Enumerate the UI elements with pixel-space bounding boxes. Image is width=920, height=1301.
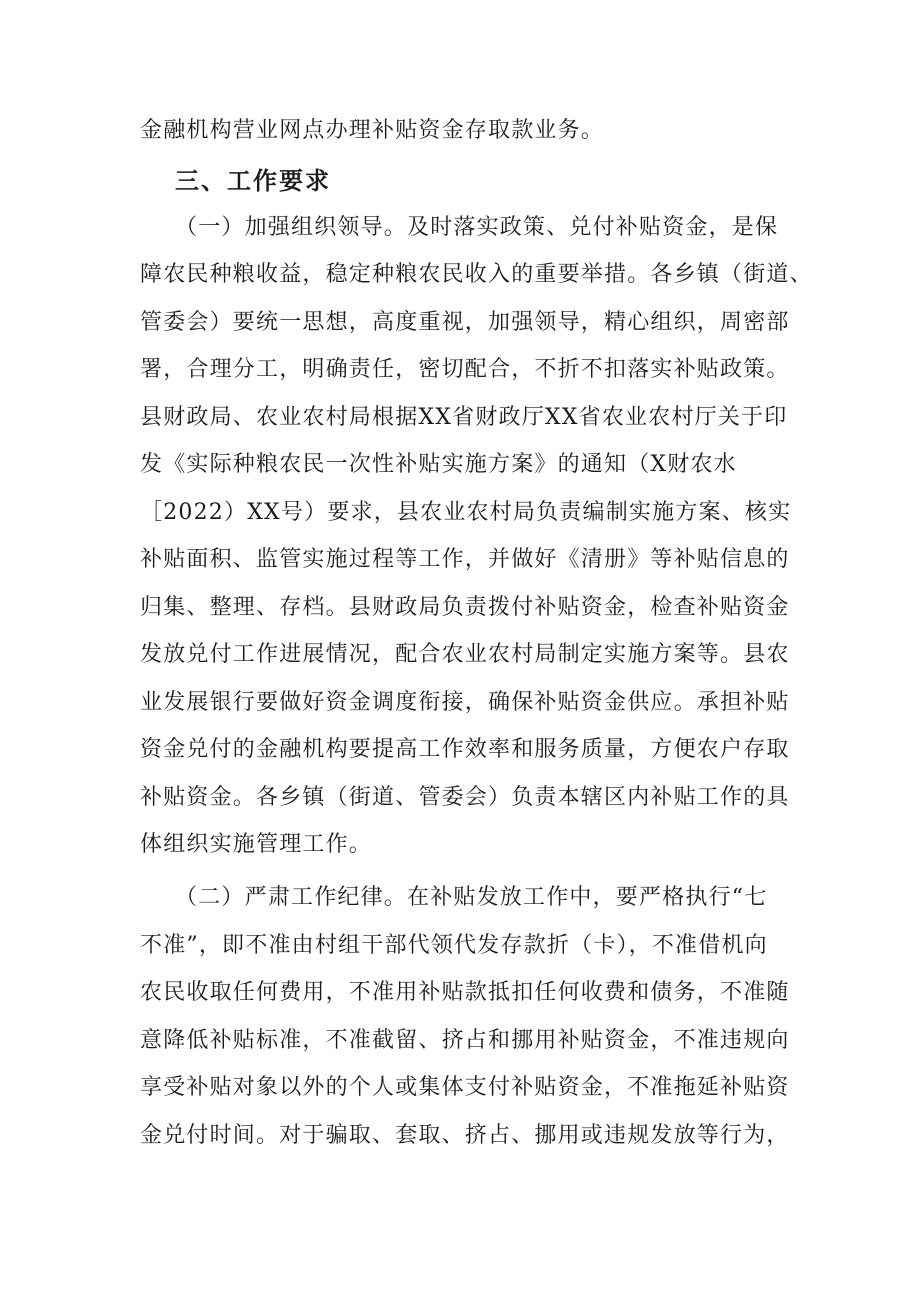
- paragraph-line: （二）严肃工作纪律。在补贴发放工作中，要严格执行“七: [175, 885, 768, 910]
- continuation-line: 金融机构营业网点办理补贴资金存取款业务。: [140, 118, 605, 143]
- paragraph-line: 享受补贴对象以外的个人或集体支付补贴资金，不准拖延补贴资: [140, 1075, 790, 1100]
- paragraph-line: 署，合理分工，明确责任，密切配合，不折不扣落实补贴政策。: [140, 357, 790, 382]
- paragraph-line: 补贴资金。各乡镇（街道、管委会）负责本辖区内补贴工作的具: [140, 785, 790, 810]
- paragraph-line: 补贴面积、监管实施过程等工作，并做好《清册》等补贴信息的: [140, 547, 790, 572]
- paragraph-line: 意降低补贴标准，不准截留、挤占和挪用补贴资金，不准违规向: [140, 1028, 790, 1053]
- paragraph-line: 管委会）要统一思想，高度重视，加强领导，精心组织，周密部: [140, 310, 790, 335]
- paragraph-line: 县财政局、农业农村局根据XX省财政厅XX省农业农村厅关于印: [140, 405, 788, 430]
- paragraph-line: 不准”，即不准由村组干部代领代发存款折（卡），不准借机向: [140, 933, 768, 958]
- paragraph-line: ［2022）XX号）要求，县农业农村局负责编制实施方案、核实: [140, 500, 792, 525]
- paragraph-line: 业发展银行要做好资金调度衔接，确保补贴资金供应。承担补贴: [140, 690, 790, 715]
- paragraph-line: 体组织实施管理工作。: [140, 832, 373, 857]
- paragraph-line: 障农民种粮收益，稳定种粮农民收入的重要举措。各乡镇（街道、: [140, 262, 813, 287]
- paragraph-line: （一）加强组织领导。及时落实政策、兑付补贴资金，是保: [175, 215, 779, 240]
- paragraph-line: 资金兑付的金融机构要提高工作效率和服务质量，方便农户存取: [140, 737, 790, 762]
- paragraph-line: 金兑付时间。对于骗取、套取、挤占、挪用或违规发放等行为，: [140, 1123, 790, 1148]
- section-heading: 三、工作要求: [175, 167, 331, 195]
- paragraph-line: 发放兑付工作进展情况，配合农业农村局制定实施方案等。县农: [140, 642, 790, 667]
- paragraph-line: 农民收取任何费用，不准用补贴款抵扣任何收费和债务，不准随: [140, 980, 790, 1005]
- paragraph-line: 发《实际种粮农民一次性补贴实施方案》的通知（X财农水: [140, 452, 737, 477]
- paragraph-line: 归集、整理、存档。县财政局负责拨付补贴资金，检查补贴资金: [140, 595, 790, 620]
